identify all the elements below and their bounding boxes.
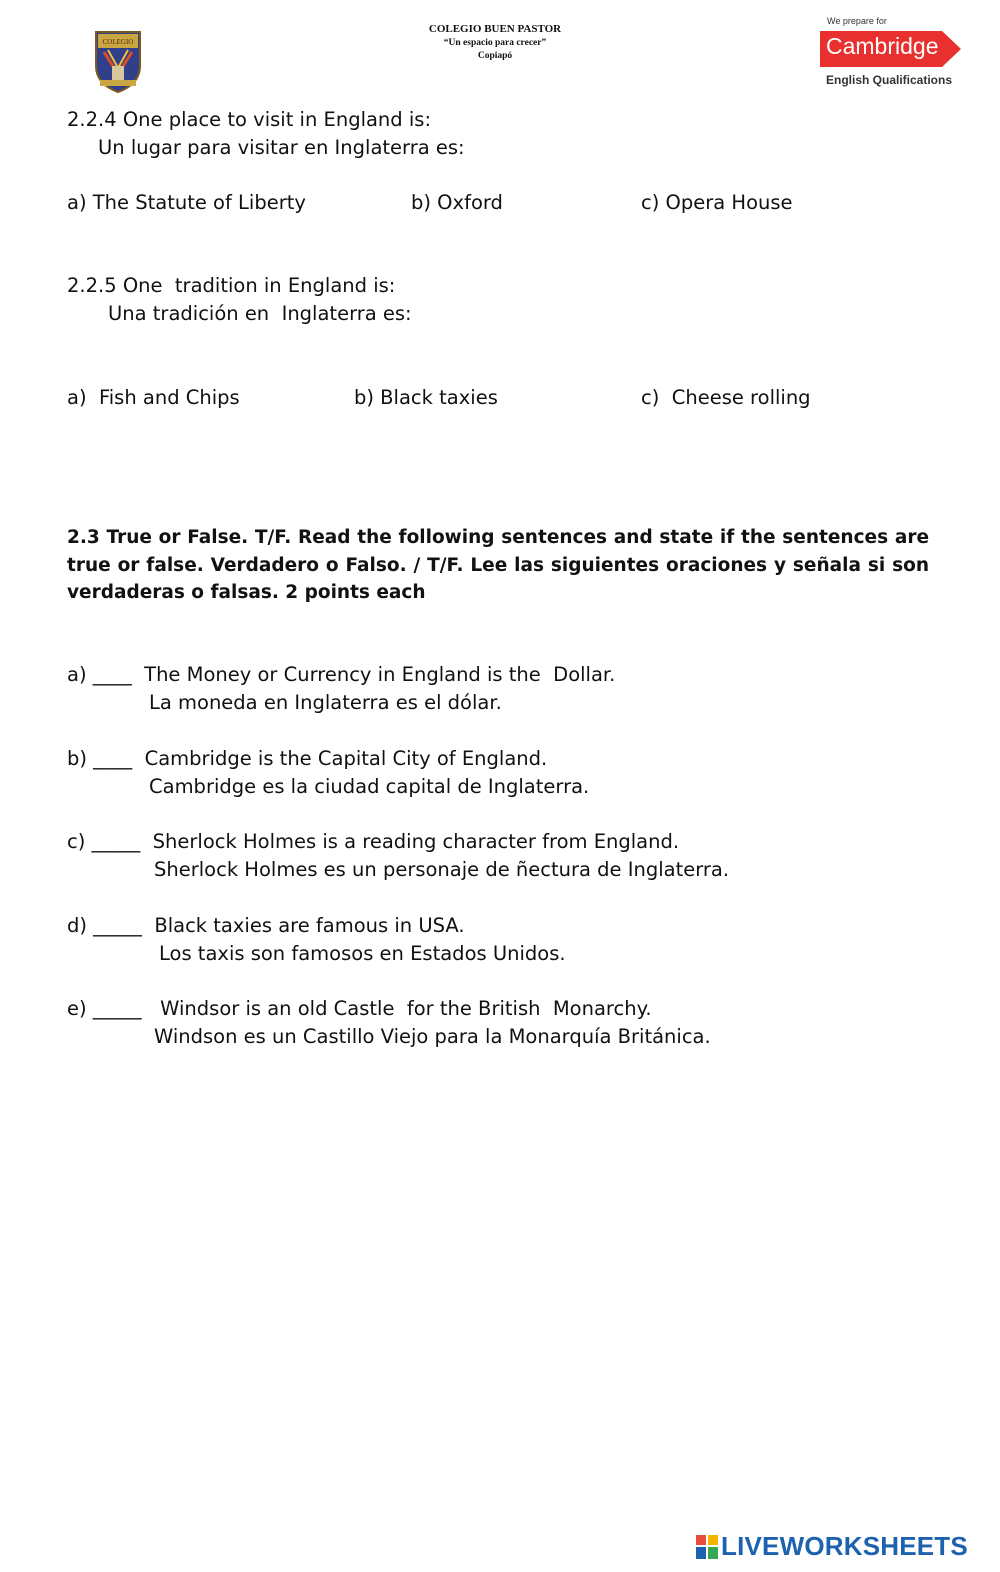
- tf-item-d-translation: Los taxis son famosos en Estados Unidos.: [159, 942, 566, 965]
- tf-item-b-translation: Cambridge es la ciudad capital de Inglaterra.: [149, 775, 590, 798]
- school-city: Copiapó: [477, 51, 513, 61]
- q224-option-a[interactable]: a) The Statute of Liberty: [67, 191, 306, 214]
- q225-option-a[interactable]: a) Fish and Chips: [67, 386, 240, 409]
- q224-option-b[interactable]: b) Oxford: [411, 191, 503, 214]
- tf-item-a[interactable]: a) ____ The Money or Currency in England is the Dollar.: [67, 663, 616, 686]
- tf-item-c-translation: Sherlock Holmes es un personaje de ñectura de Inglaterra.: [154, 858, 730, 881]
- cambridge-tagline: We prepare for: [827, 16, 887, 26]
- q224-option-c[interactable]: c) Opera House: [641, 191, 793, 214]
- tf-item-c[interactable]: c) _____ Sherlock Holmes is a reading character from England.: [67, 830, 680, 853]
- school-crest-logo: [92, 26, 144, 94]
- tf-item-e[interactable]: e) _____ Windsor is an old Castle for the British Monarchy.: [67, 997, 652, 1020]
- tf-item-a-translation: La moneda en Inglaterra es el dólar.: [149, 691, 502, 714]
- liveworksheets-icon: [696, 1535, 718, 1559]
- q225-title: 2.2.5 One tradition in England is:: [67, 274, 396, 297]
- tf-item-b[interactable]: b) ____ Cambridge is the Capital City of England.: [67, 747, 548, 770]
- school-name: COLEGIO BUEN PASTOR: [428, 23, 562, 35]
- liveworksheets-brand: LIVEWORKSHEETS: [721, 1531, 968, 1561]
- q225-option-b[interactable]: b) Black taxies: [354, 386, 498, 409]
- q224-translation: Un lugar para visitar en Inglaterra es:: [98, 136, 465, 159]
- tf-item-e-translation: Windson es un Castillo Viejo para la Monarquía Británica.: [154, 1025, 711, 1048]
- school-motto: “Un espacio para crecer”: [443, 38, 547, 48]
- cambridge-subtitle: English Qualifications: [826, 73, 953, 87]
- q225-translation: Una tradición en Inglaterra es:: [108, 302, 412, 325]
- section23-instructions: 2.3 True or False. T/F. Read the following sentences and state if the sentences are true or false. Verdadero o Falso. / T/F. Lee las siguientes oraciones y señala si son verdaderas o falsas. 2 points each: [67, 527, 929, 603]
- crest-lettering: COLEGIO: [102, 38, 134, 46]
- q224-title: 2.2.4 One place to visit in England is:: [67, 108, 432, 131]
- q225-option-c[interactable]: c) Cheese rolling: [641, 386, 811, 409]
- cambridge-wordmark: Cambridge: [826, 33, 939, 59]
- tf-item-d[interactable]: d) _____ Black taxies are famous in USA.: [67, 914, 465, 937]
